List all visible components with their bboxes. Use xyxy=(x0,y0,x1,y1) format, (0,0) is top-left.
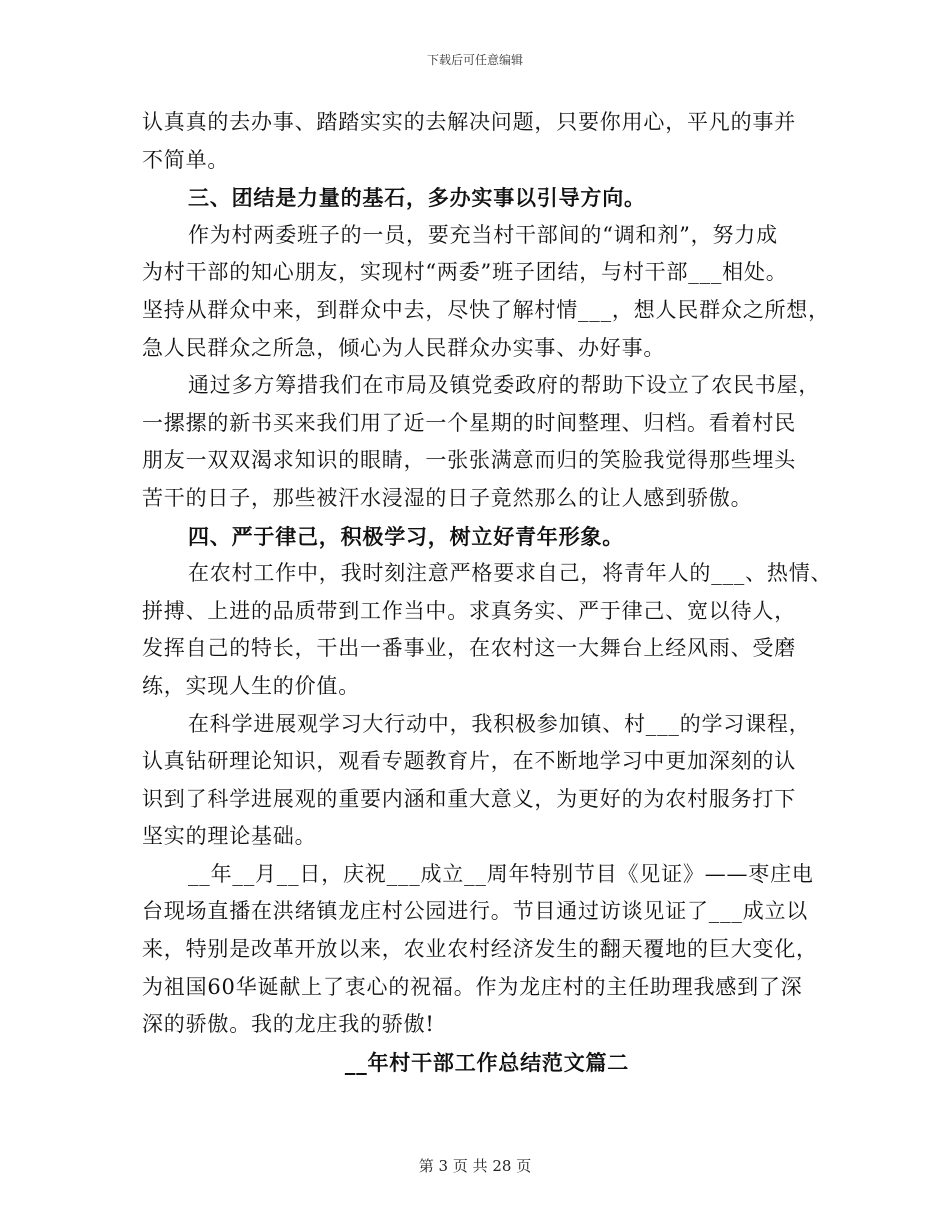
paragraph-line: 练，实现人生的价值。 xyxy=(142,673,360,698)
paragraph-line: 识到了科学进展观的重要内涵和重大意义，为更好的为农村服务打下 xyxy=(142,786,796,811)
paragraph-line: 通过多方筹措我们在市局及镇党委政府的帮助下设立了农民书屋， xyxy=(188,373,821,398)
paragraph-line: 拼搏、上进的品质带到工作当中。求真务实、严于律己、宽以待人， xyxy=(142,598,796,623)
page-number-footer: 第 3 页 共 28 页 xyxy=(418,1157,532,1175)
paragraph-line: 朋友一双双渴求知识的眼睛，一张张满意而归的笑脸我觉得那些埋头 xyxy=(142,448,796,473)
page-header-note: 下载后可任意编辑 xyxy=(426,53,523,67)
paragraph-line: 坚实的理论基础。 xyxy=(142,824,317,849)
paragraph-line: 在科学进展观学习大行动中，我积极参加镇、村___的学习课程， xyxy=(188,711,811,736)
paragraph-line: 苦干的日子，那些被汗水浸湿的日子竟然那么的让人感到骄傲。 xyxy=(142,485,753,510)
section-heading-3: 三、团结是力量的基石，多办实事以引导方向。 xyxy=(188,185,646,211)
paragraph-line: 台现场直播在洪绪镇龙庄村公园进行。节目通过访谈见证了___成立以 xyxy=(142,899,809,924)
paragraph-line: 发挥自己的特长，干出一番事业，在农村这一大舞台上经风雨、受磨 xyxy=(142,636,796,661)
paragraph-line: 不简单。 xyxy=(142,147,230,172)
paragraph-line: 来，特别是改革开放以来，农业农村经济发生的翻天覆地的巨大变化， xyxy=(142,937,818,962)
paragraph-line: __年__月__日，庆祝___成立__周年特别节目《见证》——枣庄电 xyxy=(188,861,814,886)
paragraph-line: 一摞摞的新书买来我们用了近一个星期的时间整理、归档。看着村民 xyxy=(142,410,796,435)
article-title: __年村干部工作总结范文篇二 xyxy=(344,1049,630,1075)
paragraph-line: 作为村两委班子的一员，要充当村干部间的“调和剂”，努力成 xyxy=(188,222,778,247)
paragraph-line: 认真真的去办事、踏踏实实的去解决问题，只要你用心，平凡的事并 xyxy=(142,110,796,134)
paragraph-line: 坚持从群众中来，到群众中去，尽快了解村情___，想人民群众之所想， xyxy=(142,297,830,322)
paragraph-line: 在农村工作中，我时刻注意严格要求自己，将青年人的___、热情、 xyxy=(188,561,833,586)
paragraph-line: 为祖国60华诞献上了衷心的祝福。作为龙庄村的主任助理我感到了深 xyxy=(142,974,803,999)
paragraph-line: 为村干部的知心朋友，实现村“两委”班子团结，与村干部___相处。 xyxy=(142,260,788,285)
document-body xyxy=(142,104,832,1081)
section-heading-4: 四、严于律己，积极学习，树立好青年形象。 xyxy=(188,523,624,549)
paragraph-line: 急人民群众之所急，倾心为人民群众办实事、办好事。 xyxy=(142,335,666,360)
paragraph-line: 深的骄傲。我的龙庄我的骄傲! xyxy=(142,1012,435,1037)
paragraph-line: 认真钻研理论知识，观看专题教育片，在不断地学习中更加深刻的认 xyxy=(142,749,796,774)
